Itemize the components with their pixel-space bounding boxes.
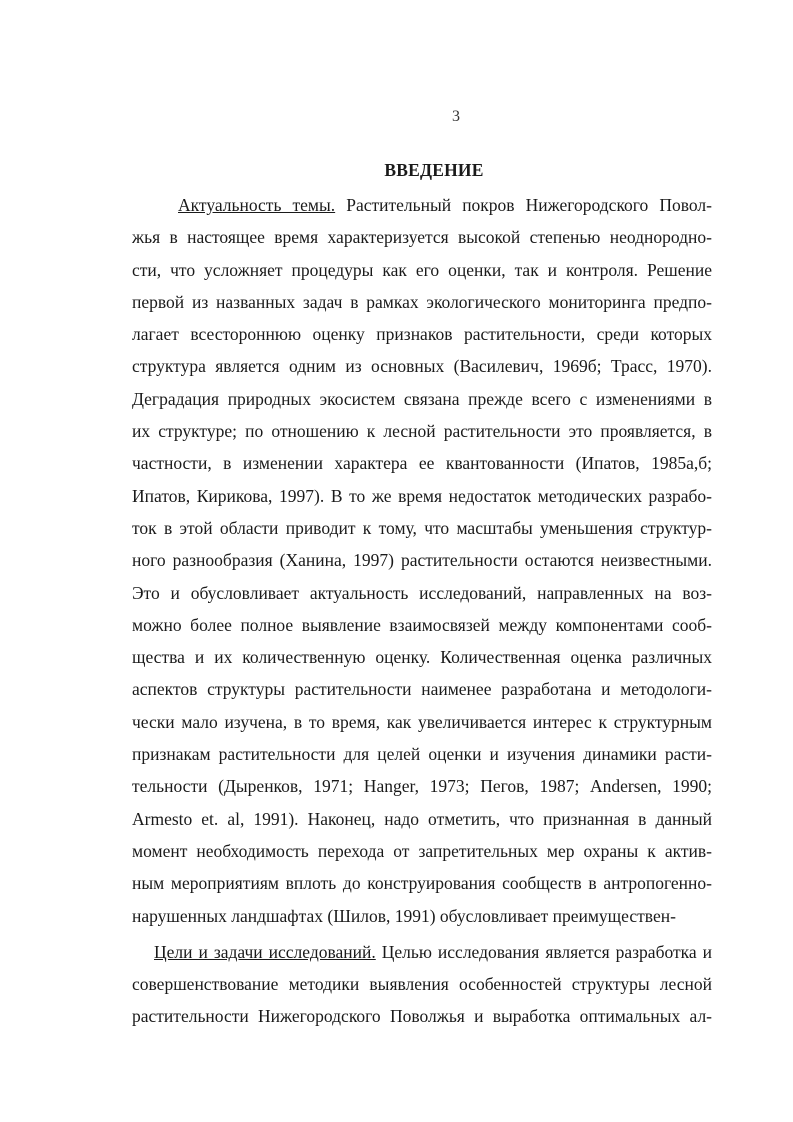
text-line: Armesto et. al, 1991). Наконец, надо отметить, что признанная в данный <box>132 808 712 829</box>
body-text <box>132 189 712 1033</box>
text-line: Ипатов, Кирикова, 1997). В то же время недостаток методических разрабо- <box>132 485 712 506</box>
text-line: совершенствование методики выявления особенностей структуры лесной <box>132 974 712 995</box>
text-line: ным мероприятиям вплоть до конструирования сообществ в антропогенно- <box>132 873 712 894</box>
text-line: можно более полное выявление взаимосвязей между компонентами сооб- <box>132 614 712 635</box>
text-line: растительности Нижегородского Поволжья и выработка оптимальных ал- <box>132 1006 712 1027</box>
text-line: сти, что усложняет процедуры как его оценки, так и контроля. Решение <box>132 259 712 280</box>
text-line: чески мало изучена, в то время, как увеличивается интерес к структурным <box>132 711 712 732</box>
text-line: ного разнообразия (Ханина, 1997) растительности остаются неизвестными. <box>132 550 712 571</box>
text-line: их структуре; по отношению к лесной растительности это проявляется, в <box>132 421 712 442</box>
text-line: Деградация природных экосистем связана прежде всего с изменениями в <box>132 388 712 409</box>
text-line: момент необходимость перехода от запретительных мер охраны к актив- <box>132 840 712 861</box>
text-line: структура является одним из основных (Василевич, 1969б; Трасс, 1970). <box>132 356 712 377</box>
text-line: первой из названных задач в рамках экологического мониторинга предпо- <box>132 291 712 312</box>
text-line: жья в настоящее время характеризуется высокой степенью неоднородно- <box>132 227 712 248</box>
paragraph-first-line: Актуальность темы. Растительный покров Нижегородского Повол- <box>178 195 712 215</box>
text-line: аспектов структуры растительности наименее разработана и методологи- <box>132 679 712 700</box>
topic-relevance-label: Актуальность темы. <box>178 195 336 215</box>
text-line: признакам растительности для целей оценки и изучения динамики расти- <box>132 744 712 765</box>
section-heading: ВВЕДЕНИЕ <box>384 160 484 180</box>
text-line: ток в этой области приводит к тому, что масштабы уменьшения структур- <box>132 517 712 538</box>
text-line: частности, в изменении характера ее квантованности (Ипатов, 1985а,б; <box>132 453 712 474</box>
text-line-last: нарушенных ландшафтах (Шилов, 1991) обусловливает преимуществен- <box>132 905 676 926</box>
text-line: лагает всестороннюю оценку признаков растительности, среди которых <box>132 324 712 345</box>
paragraph-first-line: Цели и задачи исследований. Целью исследования является разработка и <box>154 941 712 962</box>
text-line: щества и их количественную оценку. Количественная оценка различных <box>132 647 712 668</box>
text-line: Это и обусловливает актуальность исследований, направленных на воз- <box>132 582 712 603</box>
goals-tasks-label: Цели и задачи исследований. <box>154 941 376 962</box>
text-line: тельности (Дыренков, 1971; Hanger, 1973; Пегов, 1987; Andersen, 1990; <box>132 776 712 797</box>
page-number: 3 <box>452 108 460 125</box>
